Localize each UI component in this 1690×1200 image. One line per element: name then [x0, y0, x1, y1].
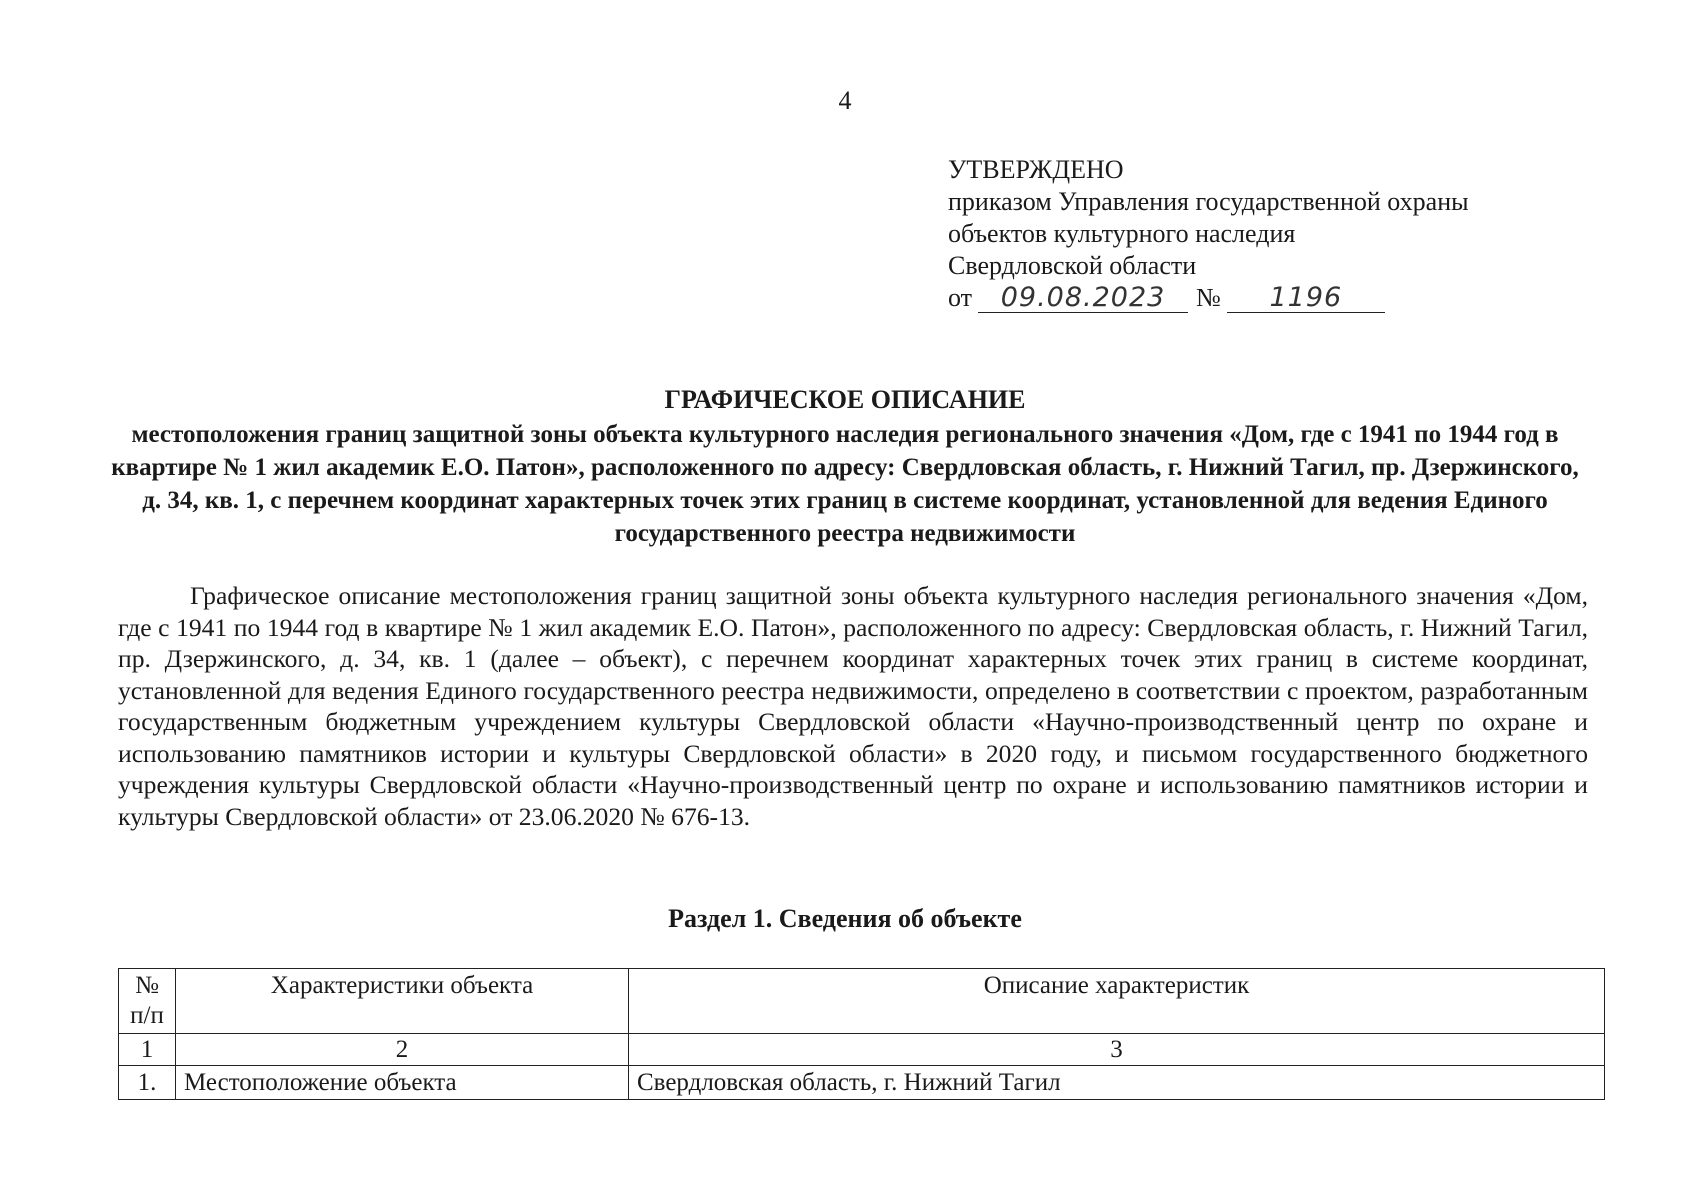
row-num: 1. [119, 1066, 176, 1100]
approval-stamp-block [948, 154, 1469, 314]
approval-line-3: Свердловской области [948, 251, 1197, 280]
order-date-number-line [948, 282, 1469, 314]
table-row [119, 1066, 1605, 1100]
header-description: Описание характеристик [629, 969, 1605, 1034]
document-subtitle: местоположения границ защитной зоны объекта культурного наследия регионального значения «Дом, где с 1941 по 1944 год в квартире № 1 жил академик Е.О. Патон», расположенного по адресу: Свердловская область, г. Нижний Тагил, пр. Дзержинского, д. 34, кв. 1, с перечнем координат характерных точек этих границ в системе координат, установленной для ведения Единого государственного реестра недвижимости [111, 421, 1579, 547]
document-title-block [110, 384, 1580, 550]
handwritten-order-number: 1196 [1227, 284, 1385, 313]
row-description: Свердловская область, г. Нижний Тагил [629, 1066, 1605, 1100]
table-header-row [119, 969, 1605, 1034]
column-index-row [119, 1034, 1605, 1066]
object-info-table [118, 968, 1605, 1100]
row-characteristic: Местоположение объекта [176, 1066, 629, 1100]
section-title: Раздел 1. Сведения об объекте [668, 904, 1022, 933]
header-num: № п/п [119, 969, 176, 1034]
approval-heading: УТВЕРЖДЕНО [948, 155, 1124, 184]
from-label: от [948, 283, 973, 312]
approval-line-1: приказом Управления государственной охраны [948, 187, 1469, 216]
header-characteristics: Характеристики объекта [176, 969, 629, 1034]
column-index: 2 [176, 1034, 629, 1066]
column-index: 1 [119, 1034, 176, 1066]
body-paragraph: Графическое описание местоположения границ защитной зоны объекта культурного наследия регионального значения «Дом, где с 1941 по 1944 год в квартире № 1 жил академик Е.О. Патон», расположенного по адресу: Свердловская область, г. Нижний Тагил, пр. Дзержинского, д. 34, кв. 1 (далее – объект), с перечнем координат характерных точек этих границ в системе координат, установленной для ведения Единого государственного реестра недвижимости, определено в соответствии с проектом, разработанным государственным бюджетным учреждением культуры Свердловской области «Научно-производственный центр по охране и использованию памятников истории и культуры Свердловской области» в 2020 году, и письмом государственного бюджетного учреждения культуры Свердловской области «Научно-производственный центр по охране и использованию памятников истории и культуры Свердловской области» от 23.06.2020 № 676-13. [118, 581, 1588, 831]
number-label: № [1196, 283, 1221, 312]
column-index: 3 [629, 1034, 1605, 1066]
handwritten-date: 09.08.2023 [978, 284, 1188, 313]
page-number: 4 [838, 86, 852, 115]
document-title: ГРАФИЧЕСКОЕ ОПИСАНИЕ [664, 385, 1026, 414]
approval-line-2: объектов культурного наследия [948, 219, 1296, 248]
